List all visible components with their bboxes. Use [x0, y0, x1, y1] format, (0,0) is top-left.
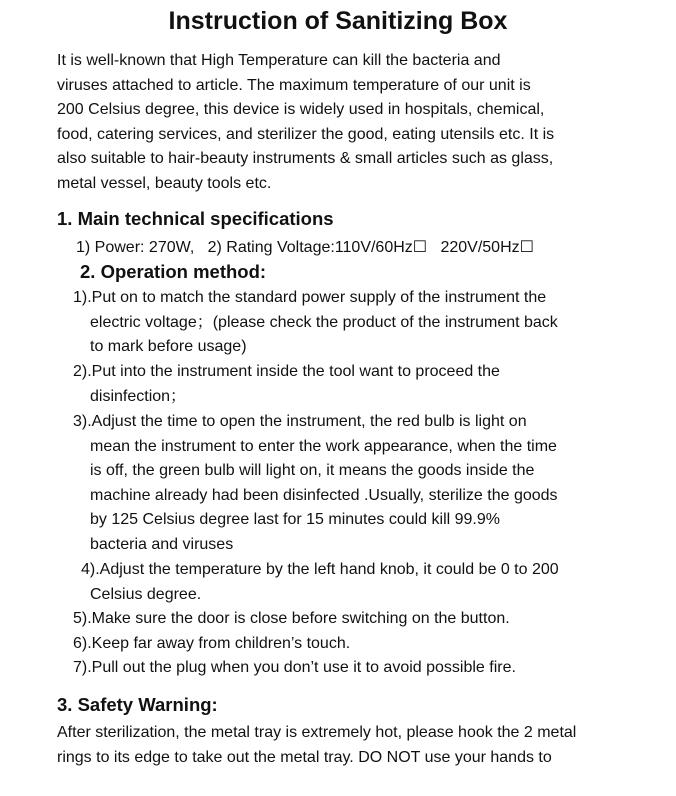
- step-continuation: disinfection；: [90, 387, 187, 405]
- intro-line: metal vessel, beauty tools etc.: [57, 174, 272, 192]
- intro-line: 200 Celsius degree, this device is widely used in hospitals, chemical,: [57, 101, 545, 119]
- document-title: Instruction of Sanitizing Box: [168, 7, 508, 35]
- spec-line: 1) Power: 270W, 2) Rating Voltage:110V/60Hz☐ 220V/50Hz☐: [76, 239, 534, 256]
- step-item-2: [73, 360, 633, 409]
- step-continuation: mean the instrument to enter the work appearance, when the time: [90, 437, 557, 455]
- step-item-4: [81, 558, 641, 607]
- intro-line: food, catering services, and sterilizer the good, eating utensils etc. It is: [57, 125, 555, 143]
- step-continuation: to mark before usage): [90, 338, 247, 356]
- warning-line: After sterilization, the metal tray is extremely hot, please hook the 2 metal: [57, 724, 577, 741]
- step-continuation: by 125 Celsius degree last for 15 minutes could kill 99.9%: [90, 511, 500, 529]
- step-item-3: [73, 410, 633, 558]
- step-first-line: 2).Put into the instrument inside the tool want to proceed the: [73, 363, 500, 380]
- intro-line: viruses attached to article. The maximum temperature of our unit is: [57, 76, 531, 94]
- intro-line: It is well-known that High Temperature can kill the bacteria and: [57, 52, 501, 69]
- intro-line: also suitable to hair-beauty instruments & small articles such as glass,: [57, 150, 554, 168]
- step-item-5: [73, 607, 633, 632]
- step-item-6: [73, 632, 633, 657]
- step-first-line: 7).Pull out the plug when you don’t use it to avoid possible fire.: [73, 659, 516, 676]
- step-item-1: [73, 286, 633, 360]
- warning-line: rings to its edge to take out the metal tray. DO NOT use your hands to: [57, 748, 552, 766]
- intro-paragraph: [57, 49, 657, 197]
- step-continuation: machine already had been disinfected .Usually, sterilize the goods: [90, 486, 558, 504]
- step-first-line: 6).Keep far away from children’s touch.: [73, 635, 351, 652]
- step-continuation: electric voltage；(please check the product of the instrument back: [90, 313, 558, 331]
- step-item-7: [73, 656, 633, 681]
- step-continuation: is off, the green bulb will light on, it means the goods inside the: [90, 462, 535, 480]
- section3-heading: 3. Safety Warning:: [57, 694, 218, 715]
- step-continuation: Celsius degree.: [90, 585, 202, 603]
- step-continuation: bacteria and viruses: [90, 535, 234, 553]
- step-first-line: 1).Put on to match the standard power supply of the instrument the: [73, 289, 547, 306]
- step-first-line: 5).Make sure the door is close before switching on the button.: [73, 610, 510, 627]
- step-first-line: 3).Adjust the time to open the instrument, the red bulb is light on: [73, 413, 527, 430]
- section1-heading: 1. Main technical specifications: [57, 208, 334, 229]
- warning-paragraph: [57, 721, 657, 770]
- section2-heading: 2. Operation method:: [80, 261, 267, 282]
- step-first-line: 4).Adjust the temperature by the left hand knob, it could be 0 to 200: [81, 561, 559, 578]
